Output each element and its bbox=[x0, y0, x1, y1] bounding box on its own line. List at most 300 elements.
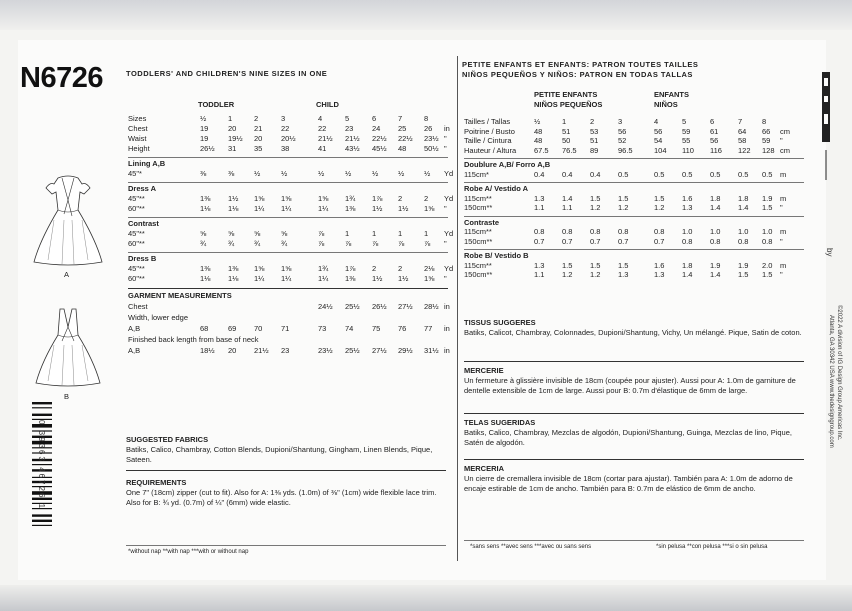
measure-cell: 21½ bbox=[345, 134, 360, 143]
fabric-width: 115cm** bbox=[464, 260, 492, 270]
left-title: TODDLERS' AND CHILDREN'S NINE SIZES IN ONE bbox=[126, 69, 328, 78]
divider bbox=[128, 217, 448, 218]
yardage-cell: 1⅝ bbox=[424, 274, 435, 283]
measure-cell: 128 bbox=[762, 145, 775, 155]
yardage-title: Contrast bbox=[128, 219, 159, 228]
size-cell: 7 bbox=[398, 114, 403, 123]
fabric-width: 150cm** bbox=[464, 236, 493, 246]
measure-cell: 21½ bbox=[318, 134, 333, 143]
yardage-cell: 2.0 bbox=[762, 260, 773, 270]
yardage-cell: 1⅛ bbox=[228, 274, 239, 283]
yardage-cell: 0.7 bbox=[618, 236, 629, 246]
yardage-cell: 1.2 bbox=[618, 203, 629, 212]
measure-cell: 64 bbox=[738, 126, 747, 136]
yardage-cell: 1¼ bbox=[318, 274, 329, 283]
yardage-cell: ⅞ bbox=[318, 239, 325, 248]
divider bbox=[464, 182, 804, 183]
yardage-title: Robe A/ Vestido A bbox=[464, 184, 529, 193]
measure-cell: 22 bbox=[318, 124, 327, 133]
divider bbox=[464, 249, 804, 250]
yardage-cell: 1.8 bbox=[682, 260, 693, 270]
yardage-cell: 0.8 bbox=[682, 236, 693, 246]
yardage-cell: 2 bbox=[398, 264, 403, 273]
yardage-cell: 1⅞ bbox=[372, 194, 383, 203]
yardage-cell: 1 bbox=[398, 229, 403, 238]
yardage-title: Lining A,B bbox=[128, 159, 166, 168]
unit-cell: " bbox=[780, 270, 783, 279]
group-header: NIÑOS bbox=[654, 100, 678, 109]
measure-cell: 89 bbox=[590, 145, 599, 155]
size-cell: 3 bbox=[618, 117, 623, 126]
measure-cell: 19 bbox=[200, 124, 209, 133]
yardage-cell: ⅜ bbox=[228, 169, 235, 178]
measure-cell: 38 bbox=[281, 144, 290, 153]
yardage-cell: 1½ bbox=[398, 274, 409, 283]
barcode-bar bbox=[32, 402, 52, 404]
right-title-fr: PETITE ENFANTS ET ENFANTS: PATRON TOUTES TAILLES bbox=[462, 60, 699, 69]
garment-cell: 75 bbox=[372, 324, 381, 333]
size-cell: 6 bbox=[710, 117, 715, 126]
yardage-cell: ⅝ bbox=[254, 229, 261, 238]
unit-cell: " bbox=[444, 144, 447, 153]
yardage-cell: 1.2 bbox=[562, 270, 573, 279]
unit-cell: " bbox=[444, 274, 447, 283]
yardage-cell: 1.5 bbox=[590, 260, 601, 270]
merceria-text: Un cierre de cremallera invisible de 18cm (cortar para ajustar). También para A: 1.0m de adorno de encaje estirable de 1cm de ancho. También para B: 0.7m de elástico de 6mm de ancho. bbox=[464, 474, 793, 493]
measure-cell: 20½ bbox=[281, 134, 296, 143]
yardage-cell: 1.3 bbox=[534, 193, 545, 203]
divider bbox=[464, 216, 804, 217]
measure-cell: 20 bbox=[254, 134, 263, 143]
garment-cell: 76 bbox=[398, 324, 407, 333]
yardage-cell: 1.3 bbox=[534, 260, 545, 270]
yardage-cell: 1¼ bbox=[281, 204, 292, 213]
yardage-cell: ½ bbox=[318, 169, 325, 178]
yardage-cell: 0.5 bbox=[762, 169, 773, 179]
yardage-cell: 1¾ bbox=[318, 264, 329, 273]
measure-cell: 48 bbox=[398, 144, 407, 153]
garment-cell: 23 bbox=[281, 346, 290, 355]
yardage-cell: 2 bbox=[424, 194, 429, 203]
telas-title: TELAS SUGERIDAS bbox=[464, 418, 536, 427]
yardage-cell: 1.5 bbox=[762, 270, 773, 279]
unit-cell: in bbox=[444, 302, 450, 311]
yardage-cell: 1.5 bbox=[618, 193, 629, 203]
size-cell: 5 bbox=[345, 114, 350, 123]
yardage-cell: 1.4 bbox=[562, 193, 573, 203]
telas-text: Batiks, Calico, Chambray, Mezclas de algodón, Dupioni/Shantung, Guinga, Mezclas de lino, Pique, Satén de algodón. bbox=[464, 428, 792, 447]
yardage-cell: 1⅝ bbox=[318, 194, 329, 203]
measure-cell: 51 bbox=[562, 126, 571, 136]
size-cell: 1 bbox=[562, 117, 567, 126]
yardage-cell: 1.9 bbox=[710, 260, 721, 270]
yardage-cell: 1.5 bbox=[738, 270, 749, 279]
measure-label: Chest bbox=[128, 124, 148, 133]
yardage-cell: 1.3 bbox=[618, 270, 629, 279]
mercerie-title: MERCERIE bbox=[464, 366, 504, 375]
unit-cell: Yd bbox=[444, 194, 454, 203]
measure-cell: 61 bbox=[710, 126, 719, 136]
barcode-bar bbox=[32, 520, 52, 522]
yardage-cell: ½ bbox=[372, 169, 379, 178]
garment-cell: 21½ bbox=[254, 346, 269, 355]
unit-cell: " bbox=[780, 203, 783, 212]
divider bbox=[126, 545, 446, 546]
column-divider bbox=[457, 56, 458, 561]
size-cell: 4 bbox=[318, 114, 323, 123]
yardage-cell: 1 bbox=[345, 229, 350, 238]
measure-cell: 41 bbox=[318, 144, 327, 153]
unit-cell: Yd bbox=[444, 264, 454, 273]
garment-cell: 68 bbox=[200, 324, 209, 333]
measure-cell: 23 bbox=[345, 124, 354, 133]
size-cell: 1 bbox=[228, 114, 233, 123]
measure-cell: 50½ bbox=[424, 144, 439, 153]
measure-cell: 22½ bbox=[372, 134, 387, 143]
unit-cell: m bbox=[780, 260, 787, 270]
yardage-cell: 1¼ bbox=[281, 274, 292, 283]
measure-cell: 35 bbox=[254, 144, 263, 153]
unit-cell: " bbox=[444, 239, 447, 248]
unit-cell: in bbox=[444, 346, 450, 355]
unit-cell: m bbox=[780, 169, 787, 179]
unit-cell: " bbox=[444, 134, 447, 143]
pattern-number: N6726 bbox=[20, 62, 103, 94]
measure-label: Taille / Cintura bbox=[464, 136, 512, 145]
yardage-cell: 2 bbox=[398, 194, 403, 203]
fabric-width: 115cm* bbox=[464, 169, 489, 179]
barcode-bar bbox=[32, 407, 52, 408]
yardage-cell: 1.0 bbox=[738, 227, 749, 236]
divider bbox=[464, 459, 804, 460]
merceria-title: MERCERIA bbox=[464, 464, 505, 473]
yardage-cell: 1¼ bbox=[318, 204, 329, 213]
unit-cell: cm bbox=[780, 145, 790, 155]
yardage-cell: ⅞ bbox=[318, 229, 325, 238]
yardage-cell: 0.8 bbox=[534, 227, 545, 236]
fabrics-text: Batiks, Calico, Chambray, Cotton Blends, Dupioni/Shantung, Gingham, Linen Blends, Pique, Sateen. bbox=[126, 445, 433, 464]
measure-cell: 20 bbox=[228, 124, 237, 133]
garment-cell: 70 bbox=[254, 324, 263, 333]
yardage-cell: 1.2 bbox=[590, 270, 601, 279]
measure-cell: 25 bbox=[398, 124, 407, 133]
yardage-title: Dress B bbox=[128, 254, 157, 263]
measure-cell: 67.5 bbox=[534, 145, 549, 155]
yardage-cell: ⅝ bbox=[200, 229, 207, 238]
unit-cell: cm bbox=[780, 126, 790, 136]
divider bbox=[464, 361, 804, 362]
brand-logo bbox=[820, 70, 834, 210]
divider bbox=[126, 470, 446, 471]
measure-cell: 52 bbox=[618, 136, 627, 145]
fabric-width: 150cm** bbox=[464, 270, 493, 279]
footnote-es: *sin pelusa **con pelusa ***si o sin pelusa bbox=[656, 544, 768, 550]
measure-cell: 31 bbox=[228, 144, 237, 153]
fabric-width: 45"* bbox=[128, 169, 142, 178]
yardage-cell: ¾ bbox=[200, 239, 207, 248]
fabric-width: 60"** bbox=[128, 204, 145, 213]
dress-b-sketch bbox=[28, 305, 108, 390]
yardage-cell: 1½ bbox=[398, 204, 409, 213]
garment-cell: 69 bbox=[228, 324, 237, 333]
yardage-cell: 1 bbox=[424, 229, 429, 238]
size-cell: 7 bbox=[738, 117, 743, 126]
unit-cell: " bbox=[780, 236, 783, 246]
measure-cell: 48 bbox=[534, 126, 543, 136]
divider bbox=[464, 158, 804, 159]
yardage-cell: ⅞ bbox=[345, 239, 352, 248]
measure-cell: 51 bbox=[590, 136, 599, 145]
yardage-cell: 0.7 bbox=[590, 236, 601, 246]
tissus-title: TISSUS SUGGERES bbox=[464, 318, 536, 327]
yardage-cell: ½ bbox=[424, 169, 431, 178]
size-cell: 2 bbox=[590, 117, 595, 126]
unit-cell: " bbox=[444, 204, 447, 213]
yardage-cell: 0.8 bbox=[710, 236, 721, 246]
yardage-cell: 0.4 bbox=[590, 169, 601, 179]
yardage-cell: 0.5 bbox=[710, 169, 721, 179]
size-label: Sizes bbox=[128, 114, 147, 123]
yardage-cell: 1.6 bbox=[654, 260, 665, 270]
yardage-cell: 1⅞ bbox=[345, 264, 356, 273]
yardage-cell: 1.9 bbox=[738, 260, 749, 270]
yardage-cell: 1⅜ bbox=[345, 204, 356, 213]
garment-cell: 27½ bbox=[398, 302, 413, 311]
garment-title: GARMENT MEASUREMENTS bbox=[128, 291, 232, 300]
garment-cell: 25½ bbox=[345, 302, 360, 311]
divider bbox=[128, 288, 448, 289]
garment-cell: 77 bbox=[424, 324, 433, 333]
yardage-cell: 1½ bbox=[372, 274, 383, 283]
measure-cell: 110 bbox=[682, 145, 694, 155]
yardage-title: Doublure A,B/ Forro A,B bbox=[464, 160, 551, 169]
yardage-cell: 1.4 bbox=[738, 203, 749, 212]
yardage-cell: 0.4 bbox=[562, 169, 573, 179]
yardage-cell: 1.1 bbox=[534, 203, 545, 212]
yardage-cell: 0.8 bbox=[738, 236, 749, 246]
yardage-cell: ⅞ bbox=[372, 239, 379, 248]
measure-cell: 76.5 bbox=[562, 145, 577, 155]
requirements-text: One 7" (18cm) zipper (cut to fit). Also for A: 1⅜ yds. (1.0m) of ⅜" (1cm) wide flexible lace trim. Also for B: ¾ yd. (0.7m) of ¼" (6mm) wide elastic. bbox=[126, 488, 437, 507]
yardage-cell: ⅝ bbox=[281, 229, 288, 238]
right-title-es: NIÑOS PEQUEÑOS Y NIÑOS: PATRON EN TODAS TALLAS bbox=[462, 70, 693, 79]
yardage-cell: 1⅜ bbox=[200, 264, 211, 273]
yardage-cell: 0.8 bbox=[590, 227, 601, 236]
yardage-cell: 1.4 bbox=[710, 203, 721, 212]
footnote: *without nap **with nap ***with or without nap bbox=[128, 549, 249, 555]
merceria bbox=[464, 464, 804, 494]
divider bbox=[464, 413, 804, 414]
garment-cell: 20 bbox=[228, 346, 237, 355]
unit-cell: Yd bbox=[444, 229, 454, 238]
yardage-cell: 1.5 bbox=[762, 203, 773, 212]
yardage-cell: ¾ bbox=[254, 239, 261, 248]
yardage-cell: ¾ bbox=[281, 239, 288, 248]
garment-cell: 27½ bbox=[372, 346, 387, 355]
measure-cell: 24 bbox=[372, 124, 381, 133]
garment-label: Width, lower edge bbox=[128, 313, 189, 322]
fabric-width: 115cm** bbox=[464, 227, 492, 236]
group-header: CHILD bbox=[316, 100, 339, 109]
yardage-title: Contraste bbox=[464, 217, 500, 227]
yardage-cell: 0.5 bbox=[654, 169, 665, 179]
measure-cell: 50 bbox=[562, 136, 571, 145]
footnote-fr: *sans sens **avec sens ***avec ou sans sens bbox=[470, 544, 592, 550]
yardage-cell: 1⅜ bbox=[200, 194, 211, 203]
fabric-width: 45"** bbox=[128, 194, 145, 203]
unit-cell: m bbox=[780, 227, 787, 236]
fabric-width: 150cm** bbox=[464, 203, 493, 212]
measure-label: Waist bbox=[128, 134, 147, 143]
group-header: NIÑOS PEQUEÑOS bbox=[534, 100, 603, 109]
group-header: PETITE ENFANTS bbox=[534, 90, 598, 99]
yardage-cell: 0.5 bbox=[618, 169, 629, 179]
garment-cell: 26½ bbox=[372, 302, 387, 311]
yardage-cell: 1.3 bbox=[682, 203, 693, 212]
size-cell: 8 bbox=[424, 114, 429, 123]
measure-cell: 19½ bbox=[228, 134, 243, 143]
yardage-cell: 1¼ bbox=[254, 274, 265, 283]
yardage-title: Robe B/ Vestido B bbox=[464, 251, 529, 260]
garment-label: Finished back length from base of neck bbox=[128, 335, 259, 344]
garment-cell: 24½ bbox=[318, 302, 333, 311]
fabric-width: 45"** bbox=[128, 229, 145, 238]
yardage-cell: 0.7 bbox=[654, 236, 665, 246]
measure-cell: 58 bbox=[738, 136, 747, 145]
measure-cell: 26½ bbox=[200, 144, 215, 153]
yardage-cell: ¾ bbox=[228, 239, 235, 248]
yardage-cell: 0.7 bbox=[562, 236, 573, 246]
measure-cell: 53 bbox=[590, 126, 599, 136]
yardage-cell: 1.2 bbox=[590, 203, 601, 212]
yardage-cell: 1⅝ bbox=[254, 194, 265, 203]
yardage-cell: ⅝ bbox=[228, 229, 235, 238]
yardage-cell: 1¼ bbox=[254, 204, 265, 213]
top-shadow bbox=[0, 0, 852, 30]
group-header: ENFANTS bbox=[654, 90, 690, 99]
yardage-cell: 1⅝ bbox=[281, 264, 292, 273]
yardage-cell: ⅞ bbox=[424, 239, 431, 248]
size-cell: ½ bbox=[200, 114, 207, 123]
measure-cell: 54 bbox=[654, 136, 663, 145]
yardage-cell: 1⅛ bbox=[228, 204, 239, 213]
garment-label: Chest bbox=[128, 302, 148, 311]
yardage-cell: 0.5 bbox=[682, 169, 693, 179]
yardage-cell: 1⅜ bbox=[345, 274, 356, 283]
measure-cell: 19 bbox=[200, 134, 209, 143]
yardage-cell: 1½ bbox=[372, 204, 383, 213]
yardage-cell: 1⅜ bbox=[228, 264, 239, 273]
measure-cell: 48 bbox=[534, 136, 543, 145]
view-b-label: B bbox=[64, 392, 70, 401]
measure-cell: 56 bbox=[654, 126, 663, 136]
divider bbox=[128, 182, 448, 183]
garment-cell: 31½ bbox=[424, 346, 439, 355]
size-cell: 4 bbox=[654, 117, 659, 126]
group-header: TODDLER bbox=[198, 100, 235, 109]
barcode-bar bbox=[32, 414, 52, 416]
fabric-width: 60"** bbox=[128, 239, 145, 248]
barcode-bar bbox=[32, 525, 52, 526]
measure-cell: 66 bbox=[762, 126, 771, 136]
yardage-cell: 1⅛ bbox=[200, 274, 211, 283]
yardage-cell: 1.0 bbox=[762, 227, 773, 236]
measure-cell: 21 bbox=[254, 124, 263, 133]
address-line: Atlanta, GA 30342 USA www.thedesigngroup.com bbox=[828, 315, 834, 448]
yardage-cell: ½ bbox=[254, 169, 261, 178]
tissus-text: Batiks, Calicot, Chambray, Colonnades, Dupioni/Shantung, Vichy, Un mélangé. Pique, Satin de coton. bbox=[464, 328, 802, 337]
garment-cell: 25½ bbox=[345, 346, 360, 355]
yardage-cell: 1.5 bbox=[618, 260, 629, 270]
fabrics-title: SUGGESTED FABRICS bbox=[126, 435, 209, 444]
yardage-cell: 1⅝ bbox=[254, 264, 265, 273]
mercerie bbox=[464, 366, 804, 396]
fabric-width: 60"** bbox=[128, 274, 145, 283]
yardage-cell: 0.8 bbox=[654, 227, 665, 236]
size-cell: ½ bbox=[534, 117, 541, 126]
yardage-cell: 1.1 bbox=[534, 270, 545, 279]
yardage-cell: 1.8 bbox=[738, 193, 749, 203]
yardage-cell: 1⅝ bbox=[281, 194, 292, 203]
yardage-cell: 1.5 bbox=[654, 193, 665, 203]
yardage-cell: ⅜ bbox=[200, 169, 207, 178]
measure-cell: 59 bbox=[682, 126, 691, 136]
measure-cell: 22 bbox=[281, 124, 290, 133]
divider bbox=[464, 540, 804, 541]
measure-cell: 23½ bbox=[424, 134, 439, 143]
view-a-label: A bbox=[64, 270, 70, 279]
size-cell: 6 bbox=[372, 114, 377, 123]
garment-cell: 23½ bbox=[318, 346, 333, 355]
measure-label: Hauteur / Altura bbox=[464, 145, 517, 155]
yardage-cell: ⅞ bbox=[398, 239, 405, 248]
measure-cell: 26 bbox=[424, 124, 433, 133]
garment-cell: 28½ bbox=[424, 302, 439, 311]
yardage-cell: 1.6 bbox=[682, 193, 693, 203]
divider bbox=[128, 252, 448, 253]
yardage-cell: 0.8 bbox=[562, 227, 573, 236]
yardage-cell: 2 bbox=[372, 264, 377, 273]
yardage-cell: 1¾ bbox=[345, 194, 356, 203]
barcode-bar bbox=[32, 514, 52, 516]
measure-cell: 45½ bbox=[372, 144, 387, 153]
measure-cell: 116 bbox=[710, 145, 722, 155]
garment-label: A,B bbox=[128, 324, 141, 333]
unit-cell: Yd bbox=[444, 169, 454, 178]
unit-cell: m bbox=[780, 193, 787, 203]
yardage-cell: 1.1 bbox=[562, 203, 573, 212]
suggested-fabrics bbox=[126, 435, 446, 465]
size-cell: 5 bbox=[682, 117, 687, 126]
yardage-cell: 1.9 bbox=[762, 193, 773, 203]
bottom-shadow bbox=[0, 585, 852, 611]
dress-a-sketch bbox=[28, 170, 108, 270]
divider bbox=[128, 157, 448, 158]
yardage-cell: 1.5 bbox=[590, 193, 601, 203]
yardage-cell: 1.2 bbox=[654, 203, 665, 212]
size-cell: 2 bbox=[254, 114, 259, 123]
garment-cell: 29½ bbox=[398, 346, 413, 355]
measure-cell: 59 bbox=[762, 136, 771, 145]
measure-label: Height bbox=[128, 144, 150, 153]
measure-cell: 122 bbox=[738, 145, 751, 155]
tissus-suggeres bbox=[464, 318, 804, 338]
brand-by: by bbox=[825, 248, 834, 257]
yardage-cell: 1⅛ bbox=[200, 204, 211, 213]
yardage-cell: ½ bbox=[281, 169, 288, 178]
size-label: Tailles / Tallas bbox=[464, 117, 511, 126]
yardage-cell: 1.4 bbox=[682, 270, 693, 279]
